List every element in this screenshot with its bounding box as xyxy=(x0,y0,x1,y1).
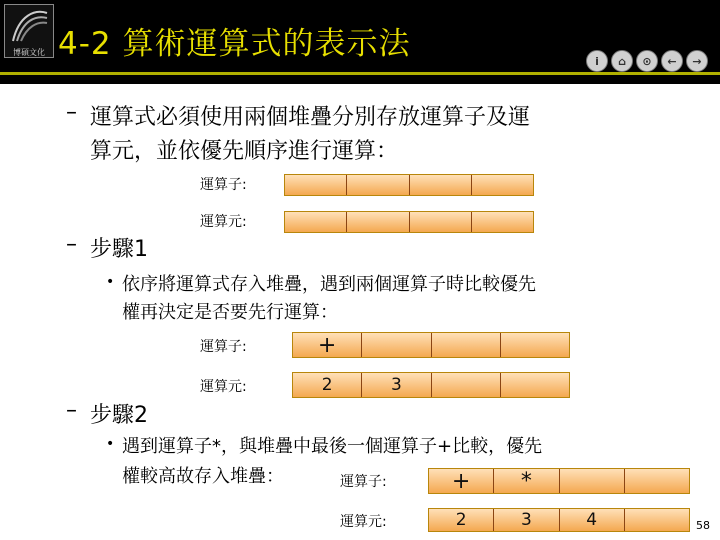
step2-bullet-line-2: 權較高故存入堆疊： xyxy=(122,466,284,487)
intro-line-1: 運算式必須使用兩個堆疊分別存放運算子及運 xyxy=(90,105,531,130)
bullet-marker: • xyxy=(106,274,115,290)
operand-label: 運算元: xyxy=(200,379,247,395)
stack-cell xyxy=(472,212,533,232)
stack-cell xyxy=(285,175,347,195)
stack-cell xyxy=(501,373,569,397)
logo-text: 博碩文化 xyxy=(13,48,45,57)
bullet-marker: • xyxy=(106,436,115,452)
operator-stack xyxy=(292,332,570,358)
stack-cell xyxy=(501,333,569,357)
stack-cell xyxy=(625,509,689,531)
slide-title: 4-2 算術運算式的表示法 xyxy=(58,26,411,62)
stack-cell: 2 xyxy=(293,373,362,397)
stack-cell xyxy=(285,212,347,232)
stack-cell xyxy=(432,373,501,397)
step2-heading: 步驟2 xyxy=(90,403,148,428)
stack-cell xyxy=(410,175,472,195)
home-icon[interactable]: ⌂ xyxy=(611,50,633,72)
previous-icon[interactable]: ← xyxy=(661,50,683,72)
step1-bullet-line-1: 依序將運算式存入堆疊，遇到兩個運算子時比較優先 xyxy=(122,274,536,295)
stack-cell: 3 xyxy=(362,373,431,397)
stack-cell: * xyxy=(494,469,559,493)
next-icon[interactable]: → xyxy=(686,50,708,72)
operator-stack xyxy=(428,468,690,494)
stack-cell xyxy=(432,333,501,357)
dash-marker: – xyxy=(66,398,77,423)
operand-stack xyxy=(284,211,534,233)
step1-heading: 步驟1 xyxy=(90,237,148,262)
operand-stack xyxy=(428,508,690,532)
stack-cell: 2 xyxy=(429,509,494,531)
info-icon[interactable]: i xyxy=(586,50,608,72)
stack-cell xyxy=(362,333,431,357)
stack-cell xyxy=(410,212,472,232)
stack-cell xyxy=(347,175,409,195)
operand-label: 運算元: xyxy=(200,214,247,230)
operator-label: 運算子: xyxy=(340,474,387,490)
stack-cell: + xyxy=(293,333,362,357)
intro-line-2: 算元，並依優先順序進行運算： xyxy=(90,139,399,164)
operand-label: 運算元: xyxy=(340,514,387,530)
operator-stack xyxy=(284,174,534,196)
operator-label: 運算子: xyxy=(200,339,247,355)
step1-bullet-line-2: 權再決定是否要先行運算： xyxy=(122,302,338,323)
stack-cell xyxy=(625,469,689,493)
operator-label: 運算子: xyxy=(200,177,247,193)
stack-cell xyxy=(472,175,533,195)
toc-icon[interactable]: ⊙ xyxy=(636,50,658,72)
dash-marker: – xyxy=(66,232,77,257)
step2-bullet-line-1: 遇到運算子*，與堆疊中最後一個運算子+比較，優先 xyxy=(122,436,543,457)
slide-header xyxy=(0,0,720,84)
stack-cell: + xyxy=(429,469,494,493)
stack-cell: 3 xyxy=(494,509,559,531)
stack-cell: 4 xyxy=(560,509,625,531)
stack-cell xyxy=(347,212,409,232)
page-number: 58 xyxy=(696,519,710,532)
operand-stack xyxy=(292,372,570,398)
stack-cell xyxy=(560,469,625,493)
navigation-buttons xyxy=(586,50,708,74)
publisher-logo xyxy=(4,4,54,58)
dash-marker: – xyxy=(66,100,77,125)
